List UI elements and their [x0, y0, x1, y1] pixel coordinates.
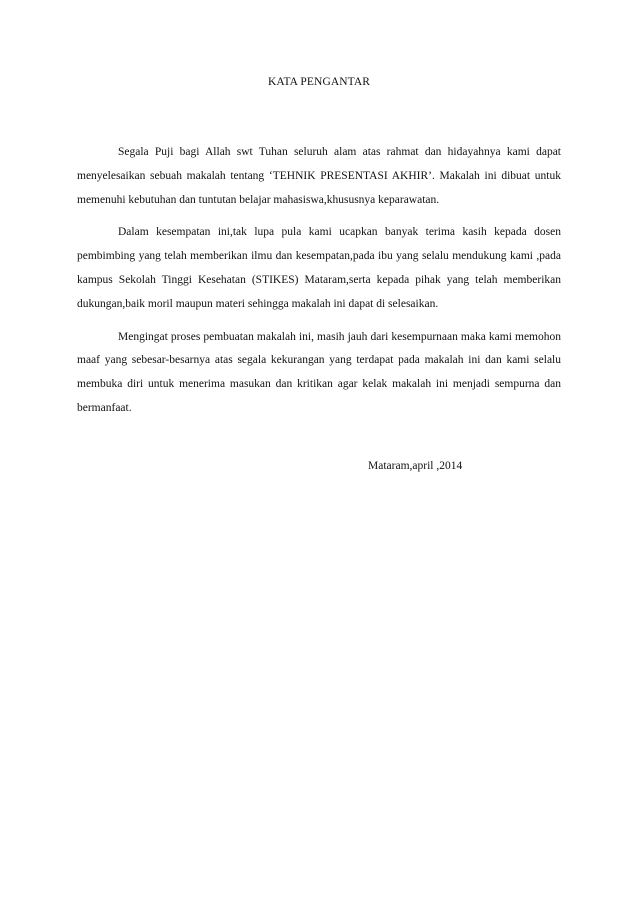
signature-place-date: Mataram,april ,2014 [368, 460, 463, 472]
paragraph-3: Mengingat proses pembuatan makalah ini, masih jauh dari kesempurnaan maka kami memohon maaf yang sebesar-besarnya atas segala kekurangan yang terdapat pada makalah ini dan kami selalu membuka diri untuk menerima masukan dan kritikan agar kelak makalah ini menjadi sempurna dan bermanfaat. [77, 330, 561, 414]
paragraph-2: Dalam kesempatan ini,tak lupa pula kami ucapkan banyak terima kasih kepada dosen pembimbing yang telah memberikan ilmu dan kesempatan,pada ibu yang selalu mendukung kami ,pada kampus Sekolah Tinggi Kesehatan (STIKES) Mataram,serta kepada pihak yang telah memberikan dukungan,baik moril maupun materi sehingga makalah ini dapat di selesaikan. [77, 226, 561, 310]
paragraph-1: Segala Puji bagi Allah swt Tuhan seluruh alam atas rahmat dan hidayahnya kami dapat menyelesaikan sebuah makalah tentang ‘TEHNIK PRESENTASI AKHIR’. Makalah ini dibuat untuk memenuhi kebutuhan dan tuntutan belajar mahasiswa,khususnya keparawatan. [77, 146, 561, 206]
body-text [77, 141, 561, 430]
page-title: KATA PENGANTAR [267, 76, 371, 88]
